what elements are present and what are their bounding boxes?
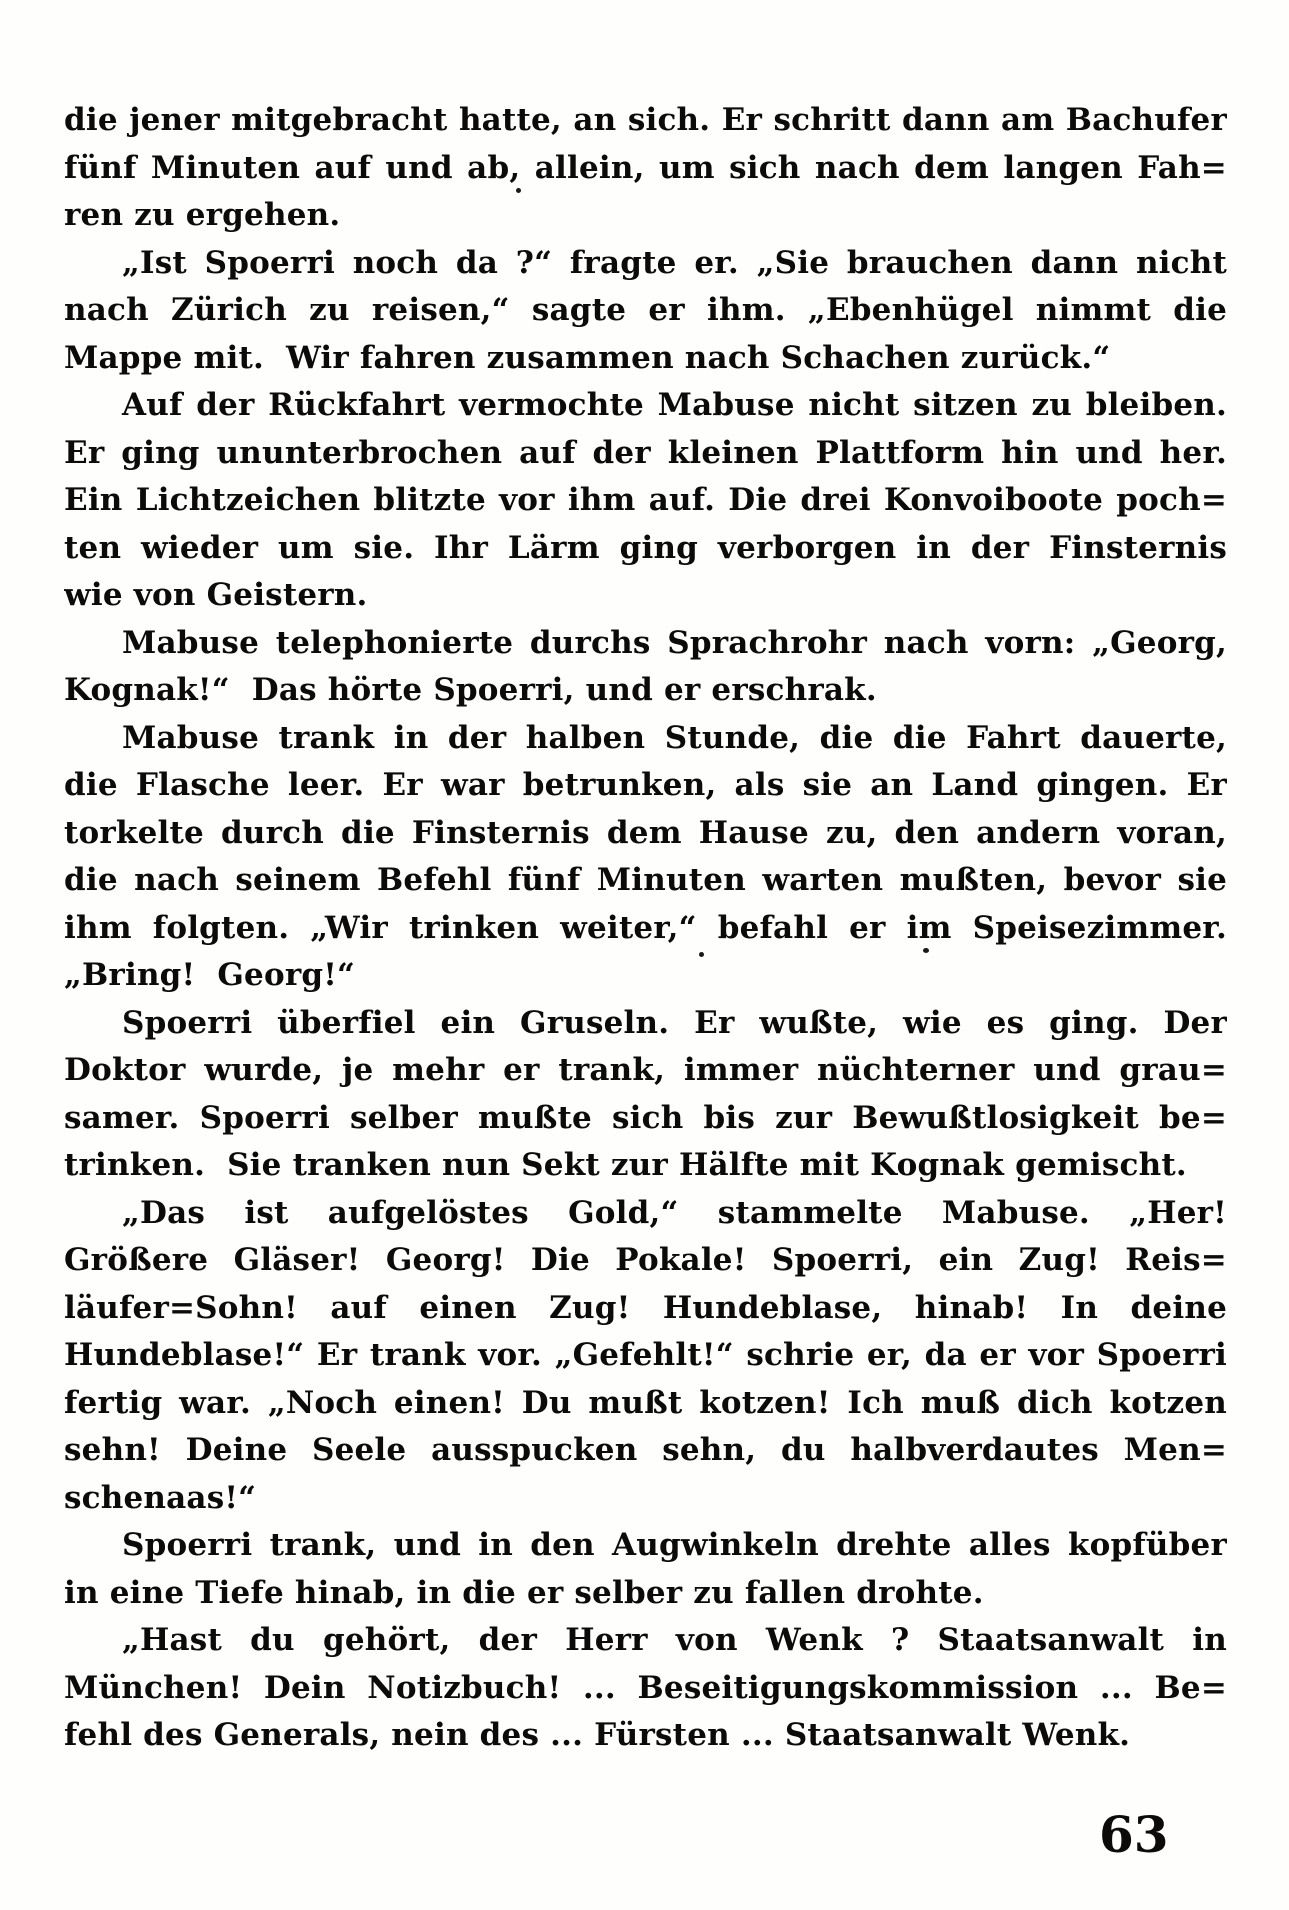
text-line: trinken. Sie tranken nun Sekt zur Hälfte mit Kognak gemischt.	[64, 1147, 1187, 1183]
text-line: sehn! Deine Seele ausspucken sehn, du halbverdautes Men=	[64, 1432, 1227, 1468]
text-line: ren zu ergehen.	[64, 197, 341, 233]
text-line: „Das ist aufgelöstes Gold,“ stammelte Mabuse. „Her!	[122, 1194, 1227, 1231]
text-line: Ein Lichtzeichen blitzte vor ihm auf. Die drei Konvoiboote poch=	[64, 482, 1227, 518]
text-line: schenaas!“	[64, 1479, 257, 1516]
text-line: ihm folgten. „Wir trinken weiter,“ befahl er im Speisezimmer.	[64, 909, 1227, 946]
text-line: „Ist Spoerri noch da ?“ fragte er. „Sie brauchen dann nicht	[122, 244, 1227, 281]
text-line: in eine Tiefe hinab, in die er selber zu fallen drohte.	[64, 1574, 984, 1611]
text-line: wie von Geistern.	[64, 577, 368, 613]
text-line: „Bring! Georg!“	[64, 957, 356, 993]
text-line: fertig war. „Noch einen! Du mußt kotzen! Ich muß dich kotzen	[64, 1384, 1227, 1421]
text-line: nach Zürich zu reisen,“ sagte er ihm. „Ebenhügel nimmt die	[64, 292, 1227, 328]
text-line: Größere Gläser! Georg! Die Pokale! Spoerri, ein Zug! Reis=	[64, 1242, 1227, 1278]
text-line: die nach seinem Befehl fünf Minuten warten mußten, bevor sie	[64, 862, 1227, 898]
text-line: Spoerri überfiel ein Gruseln. Er wußte, wie es ging. Der	[122, 1004, 1227, 1041]
text-line: läufer=Sohn! auf einen Zug! Hundeblase, hinab! In deine	[64, 1289, 1227, 1326]
text-line: samer. Spoerri selber mußte sich bis zur Bewußtlosigkeit be=	[64, 1099, 1227, 1136]
body-text	[64, 97, 1227, 1760]
text-line: fünf Minuten auf und ab, allein, um sich nach dem langen Fah=	[64, 149, 1227, 186]
text-line: Doktor wurde, je mehr er trank, immer nüchterner und grau=	[64, 1052, 1227, 1088]
text-line: Hundeblase!“ Er trank vor. „Gefehlt!“ schrie er, da er vor Spoerri	[64, 1337, 1227, 1373]
text-line: „Hast du gehört, der Herr von Wenk ? Staatsanwalt in	[122, 1622, 1227, 1658]
page-number: 63	[1099, 1805, 1169, 1864]
text-line: Mappe mit. Wir fahren zusammen nach Schachen zurück.“	[64, 339, 1111, 376]
text-line: Mabuse trank in der halben Stunde, die die Fahrt dauerte,	[122, 719, 1227, 756]
ink-speck	[699, 952, 704, 957]
text-line: Er ging ununterbrochen auf der kleinen Plattform hin und her.	[64, 434, 1227, 471]
text-line: fehl des Generals, nein des ... Fürsten ... Staatsanwalt Wenk.	[64, 1717, 1131, 1753]
text-line: Mabuse telephonierte durchs Sprachrohr nach vorn: „Georg,	[122, 624, 1227, 661]
text-line: die Flasche leer. Er war betrunken, als sie an Land gingen. Er	[64, 767, 1227, 803]
text-line: ten wieder um sie. Ihr Lärm ging verborgen in der Finsternis	[64, 529, 1227, 566]
text-line: Spoerri trank, und in den Augwinkeln drehte alles kopfüber	[122, 1527, 1227, 1563]
text-line: die jener mitgebracht hatte, an sich. Er schritt dann am Bachufer	[64, 102, 1227, 138]
text-line: torkelte durch die Finsternis dem Hause zu, den andern voran,	[64, 814, 1227, 851]
ink-speck	[923, 948, 929, 953]
ink-speck	[516, 188, 521, 193]
text-line: Kognak!“ Das hörte Spoerri, und er erschrak.	[64, 672, 877, 708]
text-line: München! Dein Notizbuch! ... Beseitigungskommission ... Be=	[64, 1669, 1227, 1706]
text-line: Auf der Rückfahrt vermochte Mabuse nicht sitzen zu bleiben.	[122, 387, 1227, 423]
